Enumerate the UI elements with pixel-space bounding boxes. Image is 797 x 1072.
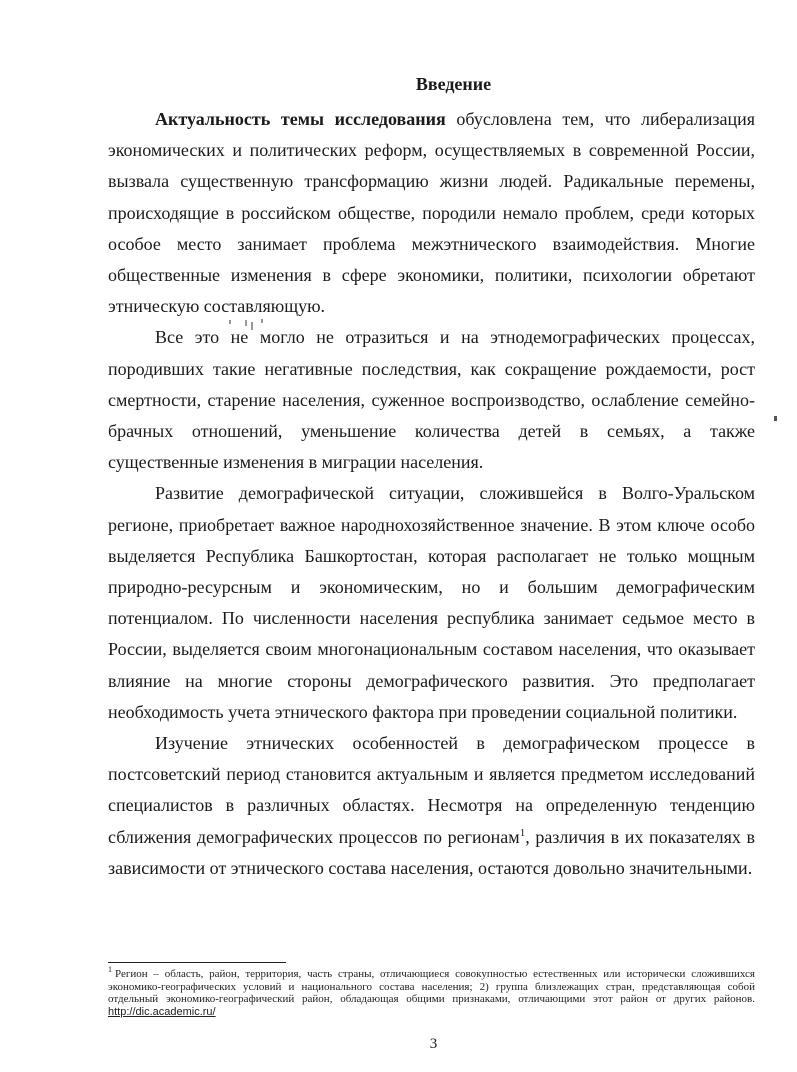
paragraph-1-text: обусловлена тем, что либерализация экономических и политических реформ, осуществляемых в современной России, вызвала существенную трансформацию жизни людей. Радикальные перемены, происходящие в российском обществе, породили немало проблем, среди которых особое место занимает проблема межэтнического взаимодействия. Многие общественные изменения в сфере экономики, политики, психологии обретают этническую составляющую. — [108, 109, 755, 317]
paragraph-1 — [108, 104, 755, 322]
scan-artifact-dot — [774, 416, 777, 421]
footnote — [108, 965, 755, 1018]
footnote-text: Регион – область, район, территория, часть страны, отличающиеся совокупностью естественных или исторически сложившихся экономико-географических условий и национального состава населения; 2) группа близлежащих стран, представляющая собой отдельный экономико-географический район, обладающая общими признаками, отличающими этот район от других районов. — [108, 968, 755, 1006]
paragraph-3: Развитие демографической ситуации, сложившейся в Волго-Уральском регионе, приобретает важное народнохозяйственное значение. В этом ключе особо выделяется Республика Башкортостан, которая располагает не только мощным природно-ресурсным и экономическим, но и большим демографическим потенциалом. По численности населения республика занимает седьмое место в России, выделяется своим многонациональным составом населения, что оказывает влияние на многие стороны демографического развития. Это предполагает необходимость учета этнического фактора при проведении социальной политики. — [108, 483, 755, 722]
page-title: Введение — [415, 74, 492, 94]
footnote-divider — [108, 962, 286, 963]
paragraph-4 — [108, 728, 755, 884]
footnote-link[interactable]: http://dic.academic.ru/ — [108, 1005, 216, 1018]
footnote-number: 1 — [108, 965, 112, 975]
paragraph-lead-bold: Актуальность темы исследования — [155, 109, 446, 129]
page-number: 3 — [429, 1036, 438, 1052]
body-text — [108, 104, 755, 884]
footnote-reference[interactable]: 1 — [519, 826, 526, 839]
paragraph-4-text-before: Изучение этнических особенностей в демографическом процессе в постсоветский период становится актуальным и является предметом исследований специалистов в различных областях. Несмотря на определенную тенденцию сближения демографических процессов по регионам — [108, 733, 755, 847]
paragraph-4-text-after: , различия в их показателях в зависимости от этнического состава населения, остаются довольно значительными. — [108, 826, 755, 878]
scan-artifact-marks — [228, 318, 268, 332]
paragraph-2: Все это не могло не отразиться и на этнодемографических процессах, породивших такие негативные последствия, как сокращение рождаемости, рост смертности, старение населения, суженное воспроизводство, ослабление семейно-брачных отношений, уменьшение количества детей в семьях, а также существенные изменения в миграции населения. — [108, 327, 755, 473]
